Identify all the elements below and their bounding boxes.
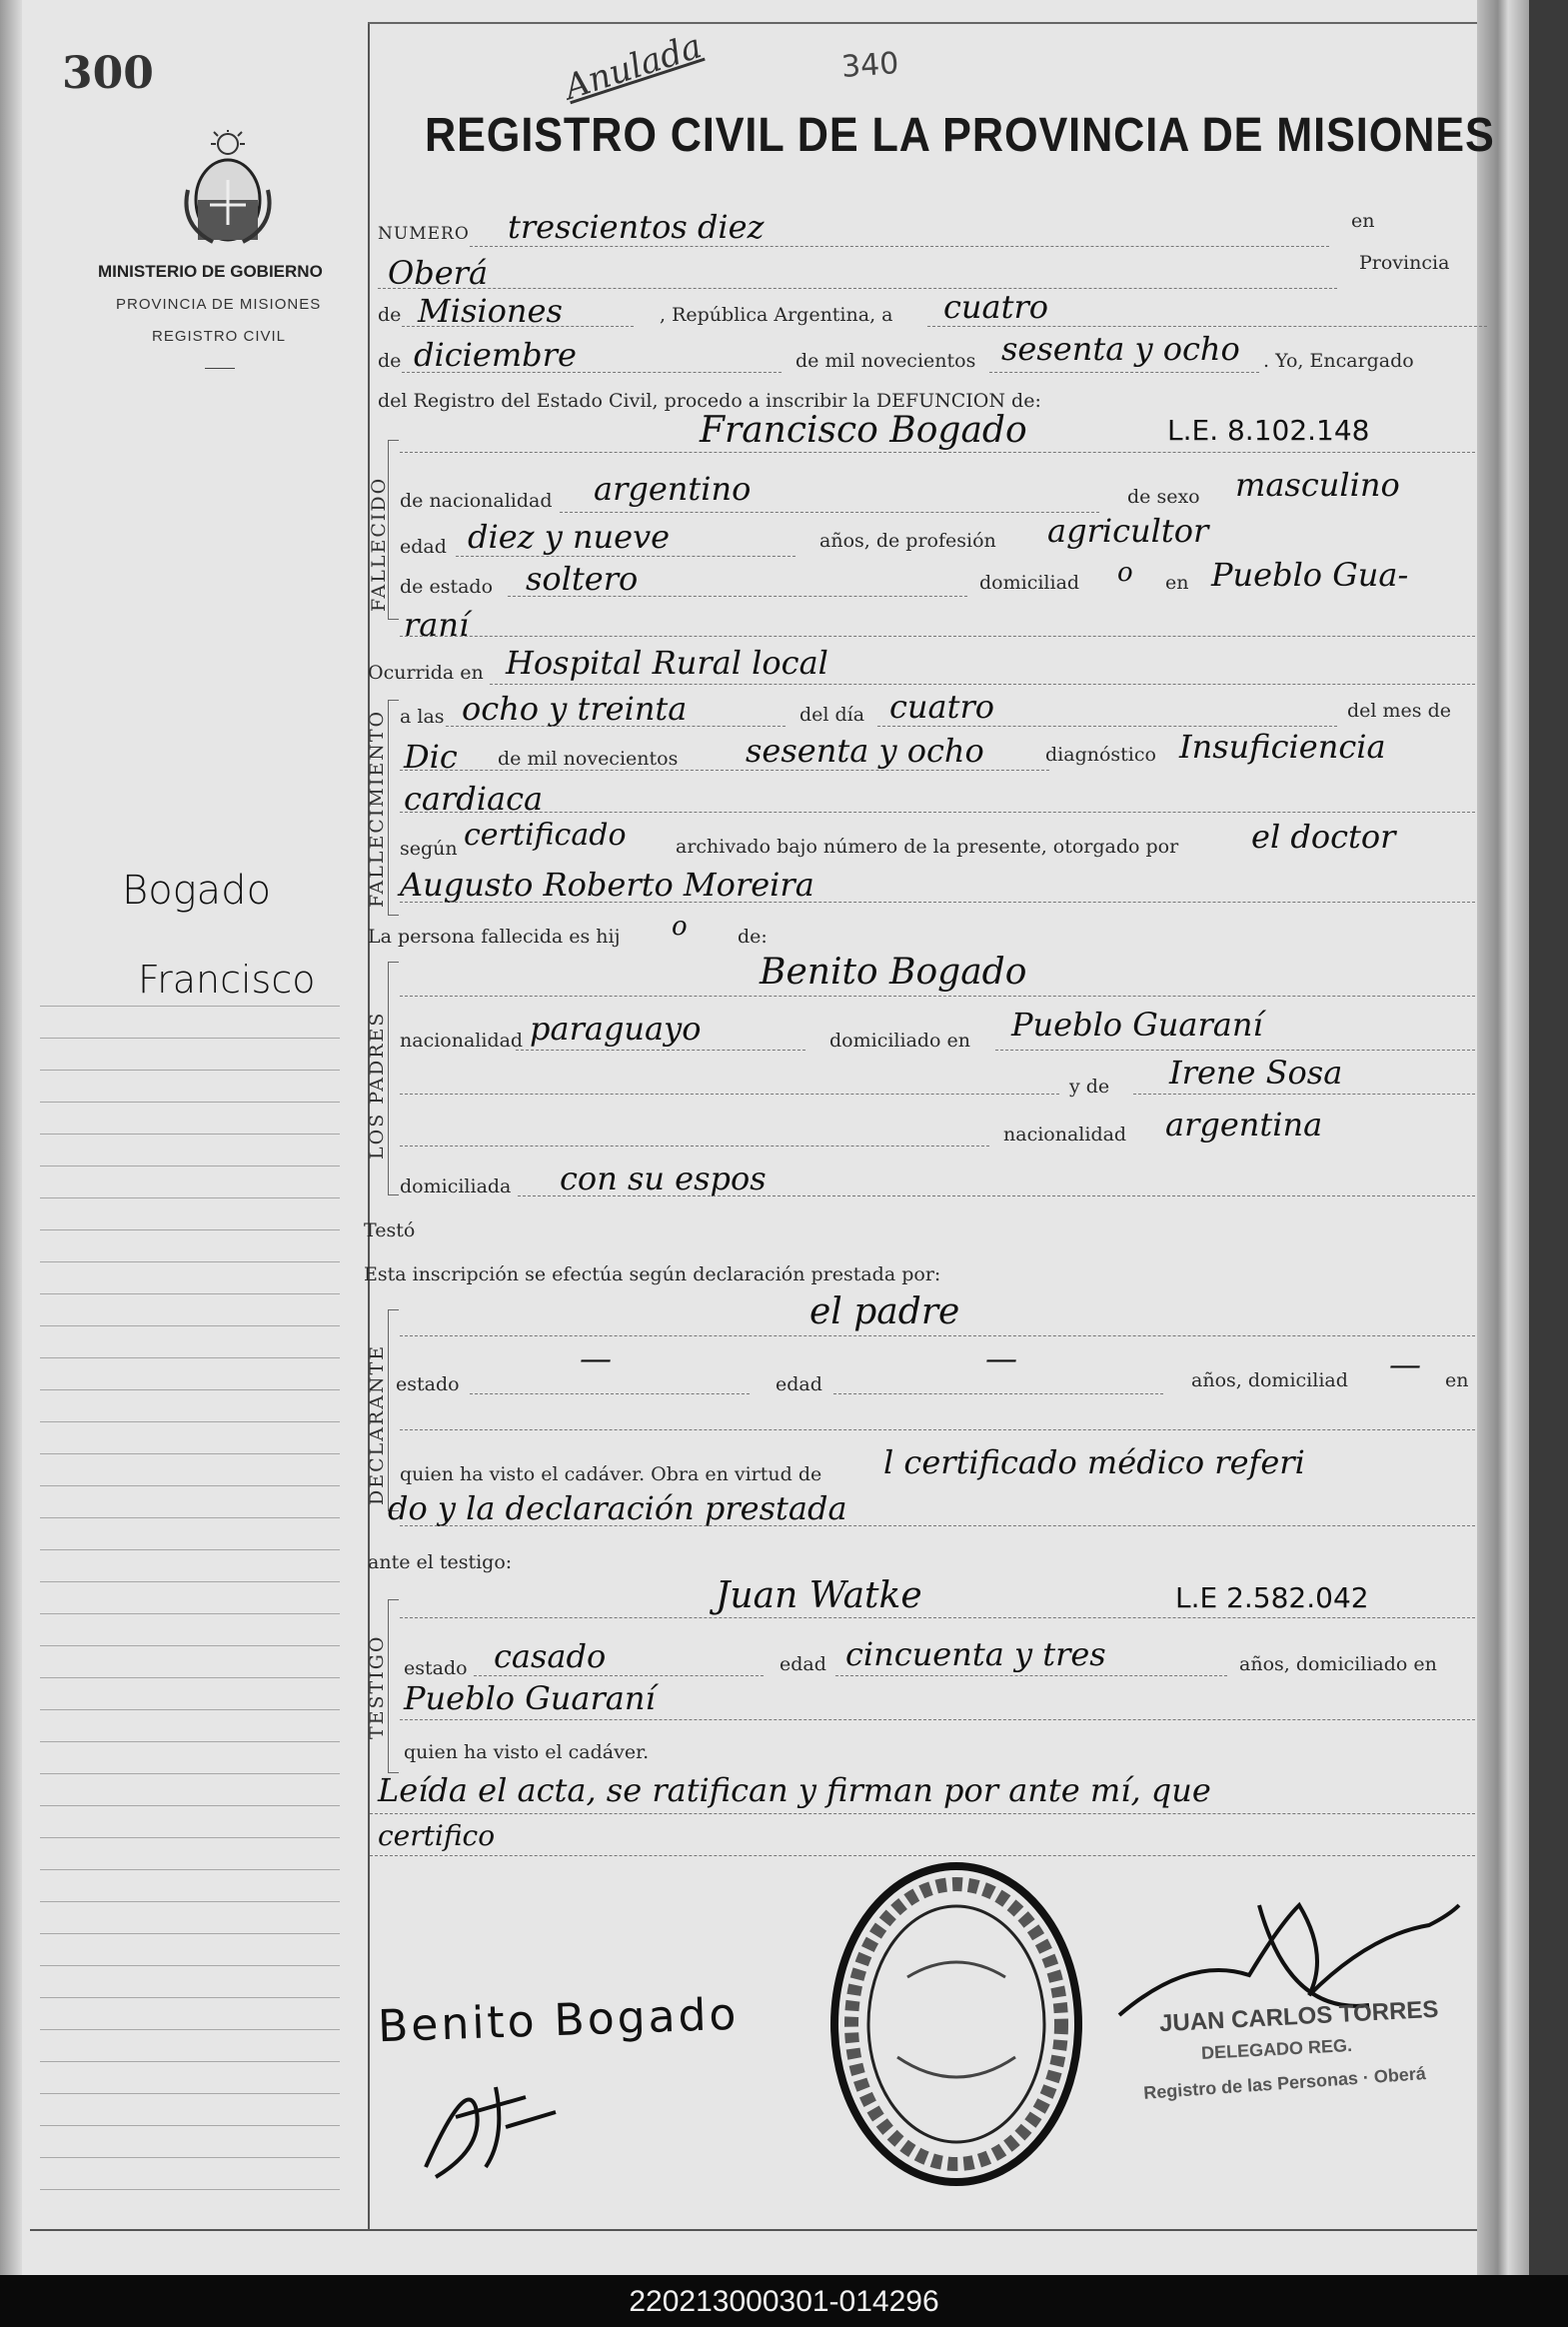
line-hora xyxy=(446,726,785,727)
line-declarante xyxy=(400,1335,1475,1336)
margin-rule-line xyxy=(40,1837,340,1838)
margin-rule-line xyxy=(40,1325,340,1326)
closing-line-2: certifico xyxy=(378,1819,496,1852)
label-estado-declarante: estado xyxy=(396,1373,460,1395)
entry-testigo-doc: L.E 2.582.042 xyxy=(1175,1581,1369,1614)
label-edad-testigo: edad xyxy=(780,1653,826,1675)
line-testigo-dom xyxy=(400,1719,1475,1720)
label-en-dom: en xyxy=(1165,572,1189,594)
label-estado-testigo: estado xyxy=(404,1657,468,1679)
entry-obra-1: l certificado médico referi xyxy=(883,1443,1305,1481)
entry-profesion: agricultor xyxy=(1047,512,1209,550)
entry-testigo-estado: casado xyxy=(494,1637,607,1675)
section-label-padres: LOS PADRES xyxy=(366,1011,388,1160)
entry-madre: Irene Sosa xyxy=(1169,1054,1343,1092)
margin-rule-line xyxy=(40,2157,340,2158)
line-otorgado xyxy=(400,902,1475,903)
line-madre-dom xyxy=(518,1195,1475,1196)
entry-declarante-estado: — xyxy=(580,1339,612,1377)
section-label-testigo: TESTIGO xyxy=(366,1634,388,1739)
entry-declarante: el padre xyxy=(809,1291,960,1332)
page-edge-left xyxy=(0,0,22,2275)
entry-anio-fallec: sesenta y ocho xyxy=(746,732,984,770)
entry-testigo-nombre: Juan Watke xyxy=(716,1575,922,1616)
label-anos-domiciliad: años, domiciliad xyxy=(1191,1369,1348,1391)
entry-sexo: masculino xyxy=(1235,466,1400,504)
entry-hora: ocho y treinta xyxy=(462,690,688,728)
section-bracket-testigo xyxy=(388,1599,399,1773)
annulment-annotation: Anulada xyxy=(560,26,707,109)
margin-rule-line xyxy=(40,1581,340,1582)
label-anos-domiciliado-en: años, domiciliado en xyxy=(1239,1653,1437,1675)
line-testigo-estado xyxy=(474,1675,764,1676)
margin-rule-line xyxy=(40,1102,340,1103)
line-nacionalidad xyxy=(560,512,1099,513)
margin-rule-line xyxy=(40,1006,340,1007)
margin-rule-line xyxy=(40,1645,340,1646)
stamp-name: JUAN CARLOS TORRES xyxy=(1158,1995,1440,2038)
label-anos-profesion: años, de profesión xyxy=(819,530,996,552)
section-label-fallecimiento: FALLECIMIENTO xyxy=(366,709,388,908)
section-bracket-declarante xyxy=(388,1309,399,1511)
entry-provincia: Misiones xyxy=(418,292,563,330)
entry-diagnostico-1: Insuficiencia xyxy=(1179,728,1386,766)
line-blank-madre-2 xyxy=(400,1146,989,1147)
label-en: en xyxy=(1351,210,1375,232)
entry-testigo-edad: cincuenta y tres xyxy=(845,1635,1106,1673)
margin-rule-line xyxy=(40,2125,340,2126)
line-provincia xyxy=(402,326,634,327)
entry-lugar: Oberá xyxy=(388,254,489,292)
page-edge-right xyxy=(1477,0,1529,2275)
entry-padre-domicilio: Pueblo Guaraní xyxy=(1011,1006,1263,1044)
label-persona-hij: La persona fallecida es hij xyxy=(368,926,621,948)
margin-rule-line xyxy=(40,1357,340,1358)
label-ocurrida: Ocurrida en xyxy=(368,662,484,684)
line-obra xyxy=(400,1525,1475,1526)
margin-rule-line xyxy=(40,1165,340,1166)
label-cadaver-obra: quien ha visto el cadáver. Obra en virtud de xyxy=(400,1463,822,1485)
margin-rule-line xyxy=(40,1197,340,1198)
label-edad: edad xyxy=(400,536,447,558)
label-nacionalidad-de: de nacionalidad xyxy=(400,490,553,512)
entry-ocurrida-en: Hospital Rural local xyxy=(506,644,828,682)
margin-rule-line xyxy=(40,1261,340,1262)
margin-rule-line xyxy=(40,1134,340,1135)
margin-rule-line xyxy=(40,1709,340,1710)
label-del-dia: del día xyxy=(799,704,865,726)
label-archivado: archivado bajo número de la presente, otorgado por xyxy=(676,836,1179,858)
margin-rule-line xyxy=(40,1293,340,1294)
line-cierre-2 xyxy=(370,1855,1475,1856)
margin-rule-line xyxy=(40,2189,340,2190)
entry-otorgado-1: el doctor xyxy=(1251,818,1396,856)
label-nacionalidad-padre: nacionalidad xyxy=(400,1030,524,1052)
label-quien-cadaver: quien ha visto el cadáver. xyxy=(404,1741,650,1763)
entry-domicilio-2: raní xyxy=(404,606,470,644)
margin-rule-line xyxy=(40,1485,340,1486)
label-domiciliado-en: domiciliado en xyxy=(829,1030,971,1052)
label-yo: . Yo, Encargado xyxy=(1263,350,1414,372)
entry-edad: diez y nueve xyxy=(468,518,671,556)
margin-rule-line xyxy=(40,1741,340,1742)
entry-anio: sesenta y ocho xyxy=(1001,330,1240,368)
closing-line-1: Leída el acta, se ratifican y firman por ante mí, que xyxy=(378,1771,1211,1809)
line-cierre-1 xyxy=(370,1813,1475,1814)
label-nacionalidad-madre: nacionalidad xyxy=(1003,1124,1127,1146)
ministry-line-2: PROVINCIA DE MISIONES xyxy=(116,296,322,313)
margin-rule-line xyxy=(40,1070,340,1071)
section-label-declarante: DECLARANTE xyxy=(366,1343,388,1505)
entry-madre-domicilio: con su espos xyxy=(560,1160,767,1197)
margin-rule-line xyxy=(40,1389,340,1390)
margin-surname: Bogado xyxy=(122,868,272,914)
line-padre-nac xyxy=(516,1050,805,1051)
line-declarante-estado xyxy=(470,1393,750,1394)
label-testo: Testó xyxy=(364,1219,416,1241)
entry-otorgado-2: Augusto Roberto Moreira xyxy=(400,866,814,904)
margin-rule-line xyxy=(40,1421,340,1422)
label-domiciliada: domiciliada xyxy=(400,1175,512,1197)
entry-domiciliad-suffix: o xyxy=(1117,558,1133,588)
signature-declarante: Benito Bogado xyxy=(377,1988,741,2053)
label-del-registro: del Registro del Estado Civil, procedo a inscribir la DEFUNCION de: xyxy=(378,390,1041,412)
label-declaracion: Esta inscripción se efectúa según declaración prestada por: xyxy=(364,1263,941,1285)
line-madre xyxy=(1133,1094,1475,1095)
line-fallecido xyxy=(400,452,1475,453)
label-numero: NUMERO xyxy=(378,224,470,244)
margin-rule-line xyxy=(40,1453,340,1454)
entry-obra-2: do y la declaración prestada xyxy=(388,1489,847,1527)
entry-fallecido-nombre: Francisco Bogado xyxy=(700,410,1027,451)
margin-rule-line xyxy=(40,1805,340,1806)
line-edad xyxy=(456,556,795,557)
entry-estado: soltero xyxy=(526,560,639,598)
line-estado xyxy=(508,596,967,597)
line-dia-fallec xyxy=(877,726,1337,727)
ministry-line-1: MINISTERIO DE GOBIERNO xyxy=(98,262,323,281)
line-padre xyxy=(400,996,1475,997)
margin-rule-line xyxy=(40,2061,340,2062)
line-declarante-edad xyxy=(833,1393,1163,1394)
document-title: REGISTRO CIVIL DE LA PROVINCIA DE MISIONES xyxy=(425,109,1495,162)
page-number: 300 xyxy=(62,48,154,99)
line-anio xyxy=(989,372,1259,373)
label-republica: , República Argentina, a xyxy=(660,304,893,326)
label-edad-declarante: edad xyxy=(776,1373,822,1395)
line-numero xyxy=(470,246,1329,247)
line-dia xyxy=(927,326,1487,327)
entry-hij-suffix: o xyxy=(672,912,688,942)
label-diagnostico: diagnóstico xyxy=(1045,744,1156,766)
line-testigo xyxy=(400,1617,1475,1618)
label-de-mil-2: de mil novecientos xyxy=(498,748,679,770)
margin-rule-line xyxy=(40,1933,340,1934)
entry-domicilio-1: Pueblo Gua- xyxy=(1211,556,1409,594)
entry-declarante-dom: — xyxy=(1389,1345,1421,1383)
margin-rule-line xyxy=(40,1038,340,1039)
entry-nacionalidad: argentino xyxy=(594,470,752,508)
label-de-1: de xyxy=(378,304,402,326)
margin-rule-line xyxy=(40,1901,340,1902)
label-segun: según xyxy=(400,838,458,860)
entry-mes: diciembre xyxy=(414,336,577,374)
margin-rule-line xyxy=(40,1613,340,1614)
entry-numero: trescientos diez xyxy=(508,208,765,246)
entry-dia-fallec: cuatro xyxy=(889,688,995,726)
page-bottom-rule xyxy=(30,2229,1477,2231)
coat-of-arms-icon xyxy=(178,130,278,248)
line-testigo-edad xyxy=(835,1675,1227,1676)
section-bracket-fallecimiento xyxy=(388,700,399,916)
label-del-mes: del mes de xyxy=(1347,700,1451,722)
line-lugar xyxy=(378,288,1337,289)
label-de-mil: de mil novecientos xyxy=(795,350,976,372)
entry-testigo-domicilio: Pueblo Guaraní xyxy=(404,1679,656,1717)
line-ocurrida xyxy=(490,684,1475,685)
entry-mes-fallec: Dic xyxy=(404,738,458,776)
line-domicilio xyxy=(400,636,1475,637)
stamp-office: Registro de las Personas · Oberá xyxy=(1142,2063,1427,2103)
entry-padre-nacionalidad: paraguayo xyxy=(530,1010,702,1048)
margin-rule-line xyxy=(40,1229,340,1230)
margin-rule-line xyxy=(40,1997,340,1998)
label-y-de: y de xyxy=(1069,1076,1110,1098)
margin-rule-line xyxy=(40,1773,340,1774)
label-domiciliad: domiciliad xyxy=(979,572,1080,594)
label-de-colon: de: xyxy=(738,926,768,948)
margin-rule-line xyxy=(40,2029,340,2030)
label-en-declarante: en xyxy=(1445,1369,1469,1391)
line-anio-fallec xyxy=(400,770,1049,771)
margin-rule-line xyxy=(40,1517,340,1518)
entry-padre: Benito Bogado xyxy=(760,952,1027,993)
label-de-2: de xyxy=(378,350,402,372)
stamp-role: DELEGADO REG. xyxy=(1200,2035,1353,2063)
entry-diagnostico-2: cardiaca xyxy=(404,780,544,818)
margin-rule-line xyxy=(40,2093,340,2094)
line-padre-dom xyxy=(995,1050,1475,1051)
line-diagnostico xyxy=(400,812,1475,813)
label-estado-de: de estado xyxy=(400,576,494,598)
margin-rule-line xyxy=(40,1869,340,1870)
section-bracket-padres xyxy=(388,962,399,1195)
left-margin-column xyxy=(30,22,370,2231)
entry-segun: certificado xyxy=(464,818,627,853)
margin-rule-line xyxy=(40,1549,340,1550)
label-sexo: de sexo xyxy=(1127,486,1200,508)
ministry-divider xyxy=(205,368,235,369)
label-provincia: Provincia xyxy=(1359,252,1450,274)
section-label-fallecido: FALLECIDO xyxy=(368,476,390,612)
image-caption: 220213000301-014296 xyxy=(629,2285,939,2318)
line-blank-madre xyxy=(400,1094,1059,1095)
signature-testigo-mark xyxy=(406,2067,566,2187)
line-mes xyxy=(402,372,782,373)
margin-rule-line xyxy=(40,1677,340,1678)
entry-declarante-edad: — xyxy=(985,1339,1017,1377)
line-declarante-blank xyxy=(400,1429,1475,1430)
entry-dia: cuatro xyxy=(943,288,1049,326)
entry-fallecido-doc: L.E. 8.102.148 xyxy=(1167,414,1370,447)
official-seal-icon xyxy=(827,1857,1085,2191)
label-a-las: a las xyxy=(400,706,445,728)
margin-number: 340 xyxy=(839,46,900,85)
label-ante-testigo: ante el testigo: xyxy=(368,1551,513,1573)
ministry-line-3: REGISTRO CIVIL xyxy=(152,328,287,345)
margin-given-name: Francisco xyxy=(138,958,316,1002)
margin-rule-line xyxy=(40,1965,340,1966)
entry-madre-nacionalidad: argentina xyxy=(1165,1106,1323,1144)
